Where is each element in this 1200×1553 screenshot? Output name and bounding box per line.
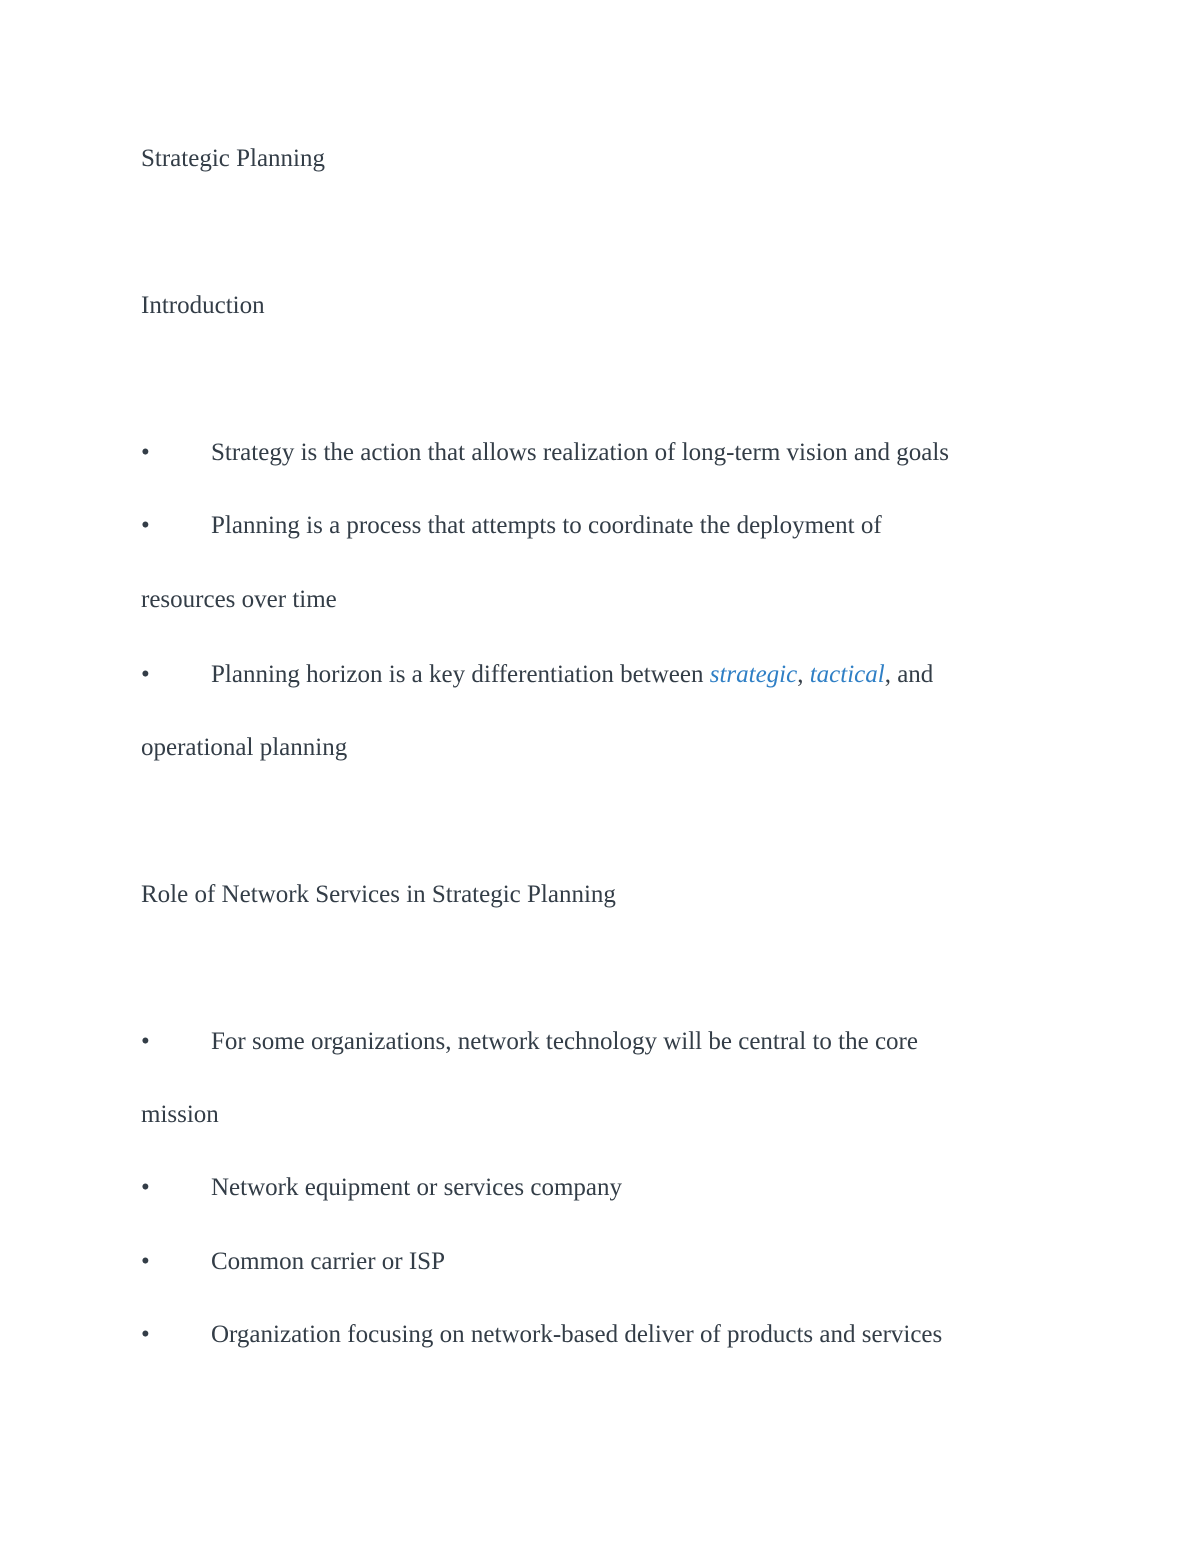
document-title: Strategic Planning bbox=[141, 145, 325, 172]
list-item-text: Planning horizon is a key differentiation between bbox=[211, 661, 710, 688]
list-item-separator: , bbox=[797, 661, 810, 688]
emphasis-strategic: strategic bbox=[709, 661, 798, 688]
bullet-icon: • bbox=[141, 1248, 150, 1275]
bullet-icon: • bbox=[141, 512, 150, 539]
bullet-icon: • bbox=[141, 1028, 150, 1055]
section-heading-introduction: Introduction bbox=[141, 292, 265, 319]
list-item-text: For some organizations, network technology will be central to the core bbox=[211, 1028, 918, 1055]
list-item bbox=[141, 438, 949, 468]
list-item bbox=[141, 660, 933, 690]
bullet-icon: • bbox=[141, 1174, 150, 1201]
list-item-continuation: operational planning bbox=[141, 734, 348, 761]
list-item-continuation: mission bbox=[141, 1101, 219, 1128]
list-item-text: Common carrier or ISP bbox=[211, 1248, 445, 1275]
list-item-text: Planning is a process that attempts to coordinate the deployment of bbox=[211, 512, 882, 539]
list-item-text: Network equipment or services company bbox=[211, 1174, 622, 1201]
section-heading-role: Role of Network Services in Strategic Planning bbox=[141, 881, 616, 908]
list-item bbox=[141, 1247, 445, 1277]
bullet-icon: • bbox=[141, 1321, 150, 1348]
emphasis-tactical: tactical bbox=[809, 661, 885, 688]
list-item bbox=[141, 511, 882, 541]
list-item-text: Strategy is the action that allows realization of long-term vision and goals bbox=[211, 439, 950, 466]
list-item bbox=[141, 1027, 918, 1057]
list-item bbox=[141, 1320, 942, 1350]
list-item-text: Organization focusing on network-based deliver of products and services bbox=[211, 1321, 943, 1348]
bullet-icon: • bbox=[141, 661, 150, 688]
list-item-text-after: , and bbox=[884, 661, 934, 688]
list-item bbox=[141, 1173, 622, 1203]
list-item-continuation: resources over time bbox=[141, 586, 337, 613]
bullet-icon: • bbox=[141, 439, 150, 466]
